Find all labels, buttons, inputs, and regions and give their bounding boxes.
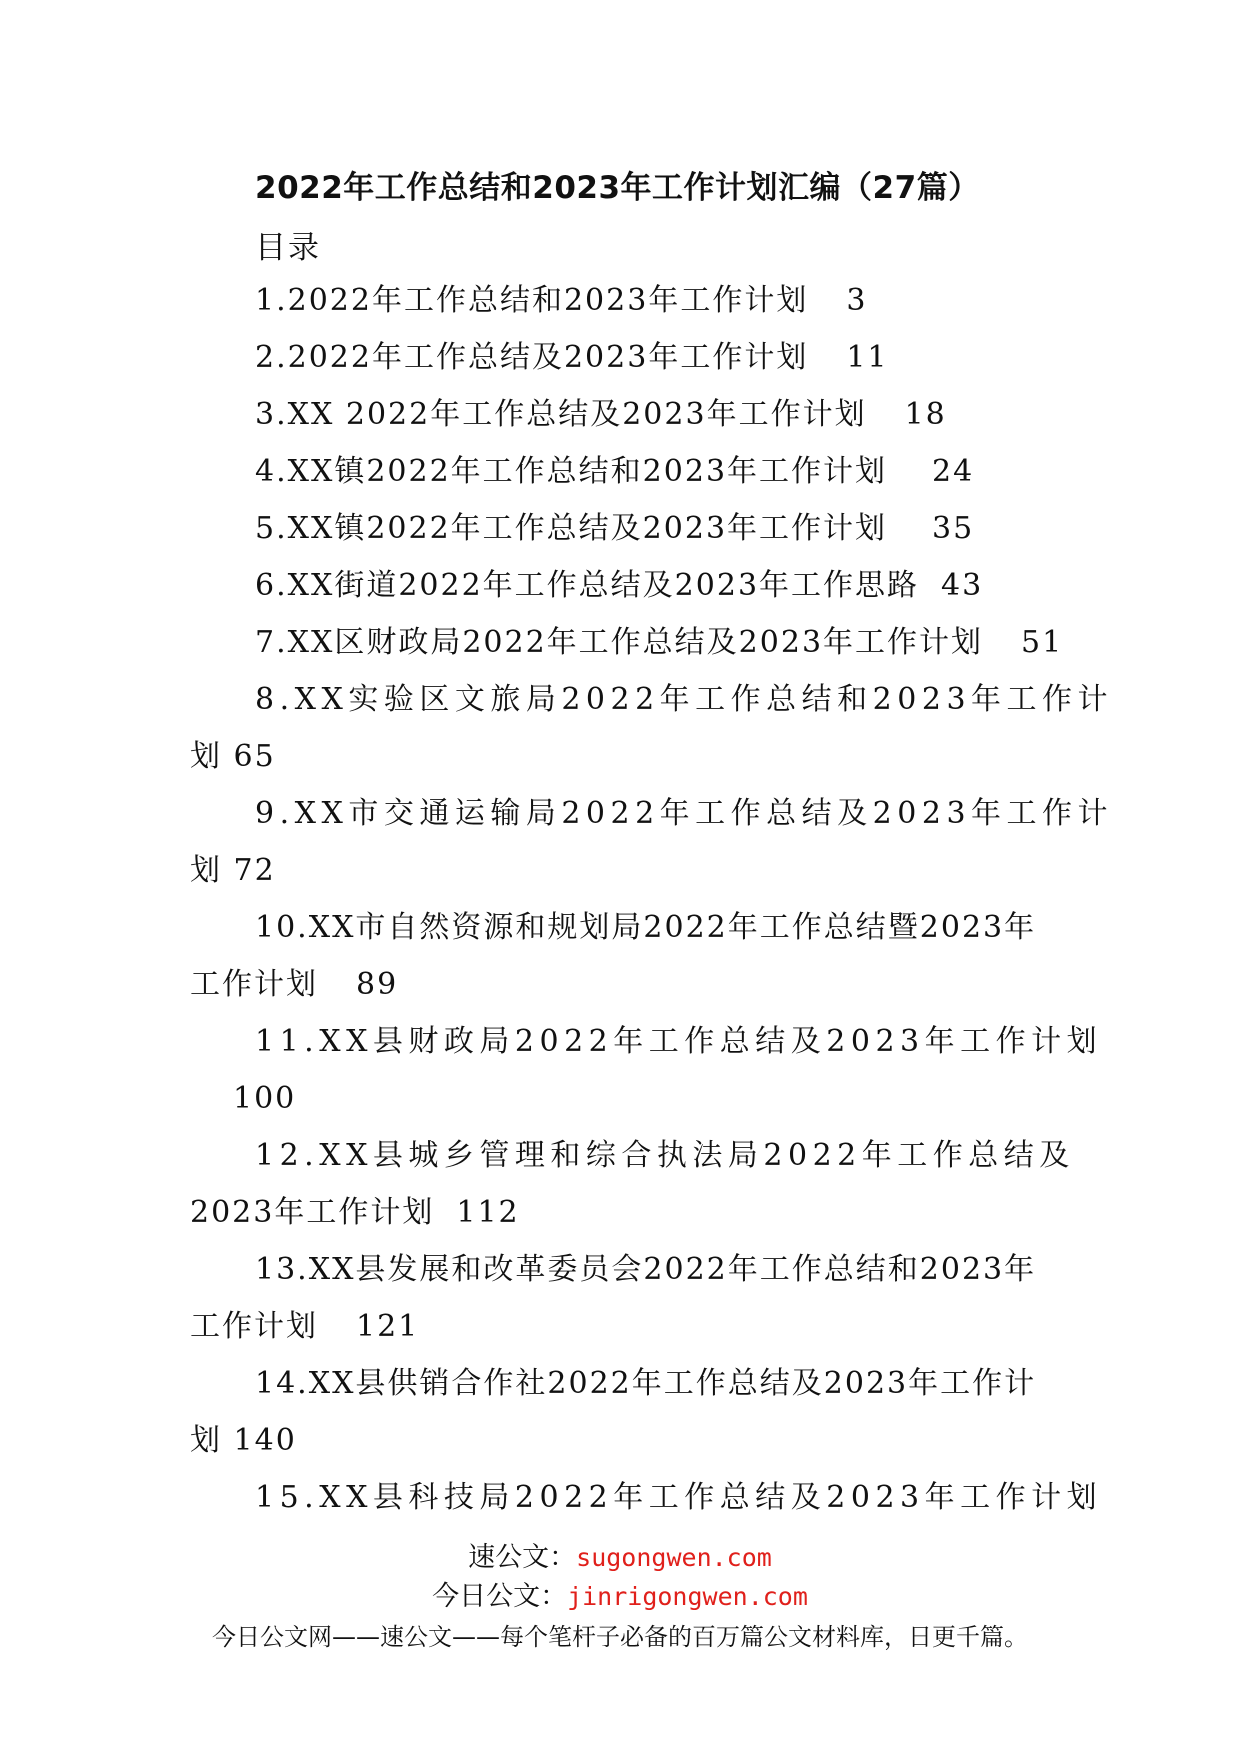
toc-entry-page: 112 xyxy=(456,1195,520,1230)
toc-entry-15[interactable] xyxy=(190,1469,1103,1526)
toc-entry-2[interactable] xyxy=(190,329,1050,386)
toc-entry-page: 35 xyxy=(932,511,975,546)
toc-entry-title: 6.XX街道2022年工作总结及2023年工作思路 xyxy=(255,568,920,603)
toc-entry-page: 51 xyxy=(1021,625,1064,660)
toc-entry-5[interactable] xyxy=(190,500,1050,557)
toc-entry-3[interactable] xyxy=(190,386,1050,443)
toc-entry-1[interactable] xyxy=(190,272,1050,329)
toc-entry-13[interactable] xyxy=(190,1241,1050,1298)
toc-entry-7[interactable] xyxy=(190,614,1064,671)
toc-entry-11-continuation[interactable] xyxy=(190,1070,1050,1127)
toc-entry-14[interactable] xyxy=(190,1355,1050,1412)
toc-entry-14-continuation[interactable] xyxy=(190,1412,1050,1469)
toc-entry-page: 121 xyxy=(356,1309,420,1344)
toc-entry-title: 1.2022年工作总结和2023年工作计划 xyxy=(255,283,809,318)
toc-entry-title: 13.XX县发展和改革委员会2022年工作总结和2023年 xyxy=(255,1252,1037,1287)
footer-label: 速公文： xyxy=(468,1542,577,1573)
toc-entry-continuation: 工作计划 xyxy=(190,1309,318,1344)
toc-entry-page: 18 xyxy=(904,397,947,432)
toc-entry-13-continuation[interactable] xyxy=(190,1298,1050,1355)
toc-entry-page: 11 xyxy=(846,340,889,375)
toc-entry-11[interactable] xyxy=(190,1013,1103,1070)
toc-entry-page: 89 xyxy=(356,967,399,1002)
toc-entry-continuation: 划 72 xyxy=(190,853,276,888)
toc-entry-12[interactable] xyxy=(190,1127,1075,1184)
toc-entry-title: 12.XX县城乡管理和综合执法局2022年工作总结及 xyxy=(255,1138,1075,1173)
footer-sugongwen xyxy=(0,1535,1240,1574)
toc-entry-title: 5.XX镇2022年工作总结及2023年工作计划 xyxy=(255,511,888,546)
toc-entry-12-continuation[interactable] xyxy=(190,1184,1050,1241)
footer-jinrigongwen xyxy=(0,1574,1240,1613)
table-of-contents xyxy=(190,272,1114,1526)
toc-heading: 目录 xyxy=(255,230,321,266)
toc-entry-title: 11.XX县财政局2022年工作总结及2023年工作计划 xyxy=(255,1024,1103,1059)
toc-entry-continuation: 工作计划 xyxy=(190,967,318,1002)
toc-entry-page: 100 xyxy=(233,1081,297,1116)
toc-entry-10[interactable] xyxy=(190,899,1050,956)
toc-entry-8[interactable] xyxy=(190,671,1114,728)
footer-link-jinrigongwen[interactable]: jinrigongwen.com xyxy=(567,1582,808,1611)
footer-label: 今日公文： xyxy=(432,1581,568,1612)
toc-entry-9[interactable] xyxy=(190,785,1114,842)
toc-entry-continuation: 2023年工作计划 xyxy=(190,1195,435,1230)
toc-entry-title: 3.XX 2022年工作总结及2023年工作计划 xyxy=(255,397,867,432)
footer-link-sugongwen[interactable]: sugongwen.com xyxy=(576,1543,772,1572)
toc-entry-title: 2.2022年工作总结及2023年工作计划 xyxy=(255,340,809,375)
toc-entry-title: 9.XX市交通运输局2022年工作总结及2023年工作计 xyxy=(255,796,1114,831)
toc-entry-10-continuation[interactable] xyxy=(190,956,1050,1013)
footer-slogan: 今日公文网——速公文——每个笔杆子必备的百万篇公文材料库，日更千篇。 xyxy=(212,1623,1028,1651)
toc-entry-6[interactable] xyxy=(190,557,1050,614)
toc-entry-title: 14.XX县供销合作社2022年工作总结及2023年工作计 xyxy=(255,1366,1037,1401)
toc-entry-page: 24 xyxy=(932,454,975,489)
toc-entry-title: 7.XX区财政局2022年工作总结及2023年工作计划 xyxy=(255,625,984,660)
toc-entry-8-continuation[interactable] xyxy=(190,728,1050,785)
toc-entry-continuation: 划 65 xyxy=(190,739,276,774)
toc-entry-9-continuation[interactable] xyxy=(190,842,1050,899)
toc-entry-4[interactable] xyxy=(190,443,1050,500)
toc-entry-title: 4.XX镇2022年工作总结和2023年工作计划 xyxy=(255,454,888,489)
document-title: 2022年工作总结和2023年工作计划汇编（27篇） xyxy=(255,170,980,206)
toc-entry-title: 8.XX实验区文旅局2022年工作总结和2023年工作计 xyxy=(255,682,1114,717)
toc-entry-page: 3 xyxy=(846,283,868,318)
toc-entry-title: 10.XX市自然资源和规划局2022年工作总结暨2023年 xyxy=(255,910,1037,945)
toc-entry-title: 15.XX县科技局2022年工作总结及2023年工作计划 xyxy=(255,1480,1103,1515)
toc-entry-page: 43 xyxy=(941,568,984,603)
toc-entry-continuation: 划 140 xyxy=(190,1423,297,1458)
